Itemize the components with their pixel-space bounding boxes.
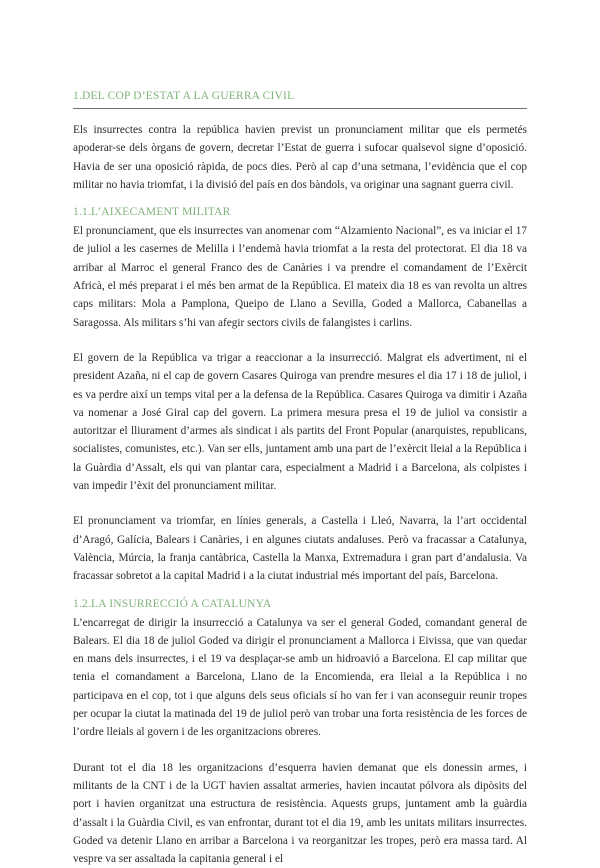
section2-paragraph-1: L’encarregat de dirigir la insurrecció a Catalunya va ser el general Goded, comandant general de Balears. El dia 18 de juliol Goded va dirigir el pronunciament a Mallorca i Eivissa, que van quedar en mans dels insurrectes, i el 19 va desplaçar-se amb un hidroavió a Barcelona. El cap militar que tenia el comandament a Barcelona, Llano de la Encomienda, era lleial a la República i no participava en el cop, tot i que alguns dels seus oficials sí ho van fer i van aconseguir reunir tropes per ocupar la ciutat la matinada del 19 de juliol però van trobar una forta resistència de les forces de l’ordre lleials al govern i de les organitzacions obreres.	[73, 616, 527, 739]
document-body	[73, 88, 527, 868]
section1-paragraph-1: El pronunciament, que els insurrectes van anomenar com “Alzamiento Nacional”, es va iniciar el 17 de juliol a les casernes de Melilla i l’endemà havia triomfat a la resta del protectorat. El dia 18 va arribar al Marroc el general Franco des de Canàries i va prendre el comandament de l’Exèrcit Africà, el més preparat i el més ben armat de la República. El mateix dia 18 es van revolta un altres caps militars: Mola a Pamplona, Queipo de Llano a Sevilla, Goded a Mallorca, Cabanellas a Saragossa. Als militars s’hi van afegir sectors civils de falangistes i carlins.	[73, 225, 527, 329]
section1-paragraph-2: El govern de la República va trigar a reaccionar a la insurrecció. Malgrat els advertiment, ni el president Azaña, ni el cap de govern Casares Quiroga van prendre mesures el dia 17 i 18 de juliol, i es va perdre així un temps vital per a la defensa de la República. Casares Quiroga va dimitir i Azaña va nomenar a José Giral cap del govern. La primera mesura presa el 19 de juliol va consistir a autoritzar el lliurament d’armes als sindicat i als partits del Front Popular (anarquistes, republicans, socialistes, comunistes, etc.). Van ser ells, juntament amb una part de l’exèrcit lleial a la República i la Guàrdia d’Assalt, els qui van plantar cara, especialment a Madrid i a Barcelona, als colpistes i van impedir l’èxit del pronunciament militar.	[73, 351, 527, 493]
section-heading-aixecament: 1.1.L’AIXECAMENT MILITAR	[73, 206, 231, 219]
chapter-heading: 1.DEL COP D’ESTAT A LA GUERRA CIVIL	[73, 88, 527, 109]
section2-paragraph-2: Durant tot el dia 18 les organitzacions d’esquerra havien demanat que els donessin armes, i militants de la CNT i de la UGT havien assaltat armeries, havien incautat pólvora als dipòsits del port i havien organitzat una estructura de resistència. Aquests grups, juntament amb la guàrdia d’assalt i la Guàrdia Civil, es van enfrontar, durant tot el dia 19, amb les unitats militars insurrectes. Goded va detenir Llano en arribar a Barcelona i va reorganitzar les tropes, però era massa tard. Al vespre va ser assaltada la capitania general i el	[73, 761, 527, 866]
section-heading-catalunya: 1.2.LA INSURRECCIÓ A CATALUNYA	[73, 597, 272, 610]
section1-paragraph-3: El pronunciament va triomfar, en línies generals, a Castella i Lleó, Navarra, la l’art occidental d’Aragó, Galícia, Balears i Canàries, i en algunes ciutats andaluses. Però va fracassar a Catalunya, València, Múrcia, la franja cantàbrica, Castella la Manxa, Extremadura i gran part d’andalusia. Va fracassar sobretot a la capital Madrid i a la ciutat industrial més important del país, Barcelona.	[73, 515, 527, 583]
intro-paragraph: Els insurrectes contra la república havien previst un pronunciament militar que els permetés apoderar-se dels òrgans de govern, decretar l’Estat de guerra i sufocar qualsevol signe d’oposició. Havia de ser una oposició ràpida, de pocs dies. Però al cap d’una setmana, l’evidència que el cop militar no havia triomfat, i la divisió del país en dos bàndols, va originar una sagnant guerra civil.	[73, 124, 527, 191]
